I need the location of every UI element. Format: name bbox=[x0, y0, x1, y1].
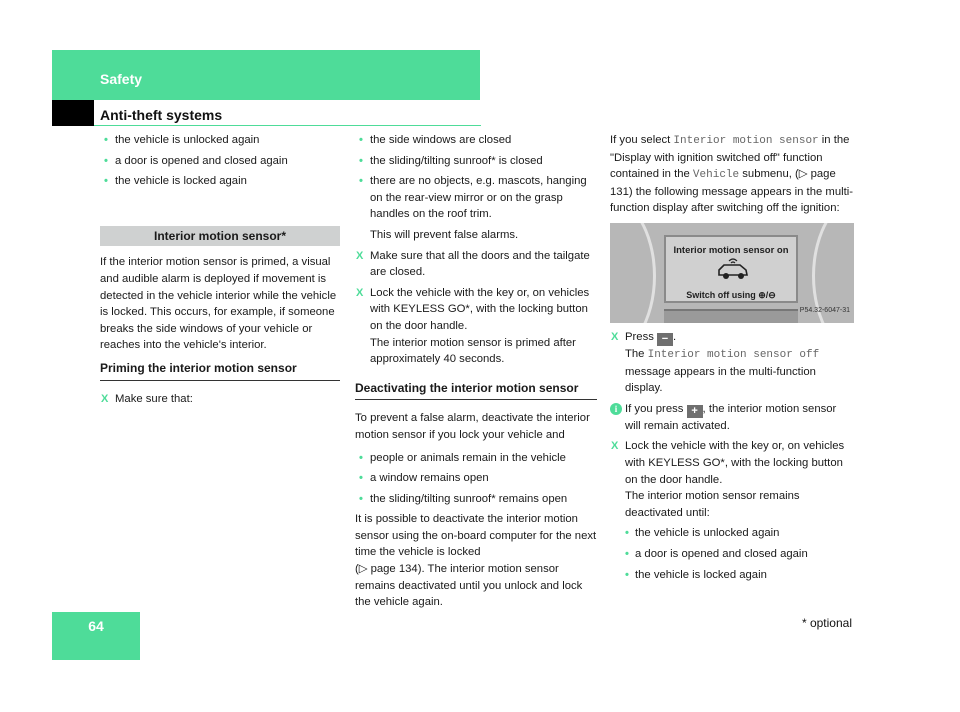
step-item: X Make sure that: bbox=[100, 391, 340, 408]
list-item: • a door is opened and closed again bbox=[625, 546, 854, 563]
section-title: Anti-theft systems bbox=[100, 107, 223, 123]
list-item: • people or animals remain in the vehicle bbox=[355, 450, 597, 467]
heading-interior-motion-sensor: Interior motion sensor* bbox=[100, 226, 340, 247]
figure-code: P54.32-6047-31 bbox=[799, 307, 850, 315]
column-2 bbox=[355, 132, 597, 617]
step-item: X Make sure that all the doors and the tailgate are closed. bbox=[355, 248, 597, 281]
list-item: • a door is opened and closed again bbox=[100, 153, 340, 170]
chapter-tab bbox=[52, 100, 94, 126]
footnote: * optional bbox=[801, 616, 852, 630]
display-title: Interior motion sensor on bbox=[673, 244, 789, 256]
list-item: • the sliding/tilting sunroof* is closed bbox=[355, 153, 597, 170]
page-number: 64 bbox=[88, 618, 104, 634]
list-item: • the vehicle is unlocked again bbox=[625, 525, 854, 542]
step-result: The Interior motion sensor off message appears in the multi-function display. bbox=[625, 347, 820, 395]
display-footer: Switch off using ⊕/⊖ bbox=[686, 289, 776, 300]
car-icon bbox=[716, 256, 750, 282]
multifunction-display bbox=[664, 235, 798, 303]
note-text: This will prevent false alarms. bbox=[370, 228, 519, 241]
minus-key-icon: − bbox=[657, 333, 673, 346]
display-lower-panel bbox=[664, 309, 798, 323]
list-item: • the vehicle is locked again bbox=[100, 173, 340, 190]
step-item: X Lock the vehicle with the key or, on vehicles with KEYLESS GO*, with the locking button on the door handle. bbox=[610, 438, 854, 488]
column-3 bbox=[610, 132, 854, 587]
step-item: X Lock the vehicle with the key or, on vehicles with KEYLESS GO*, with the locking button on the door handle. bbox=[355, 285, 597, 335]
paragraph: It is possible to deactivate the interior motion sensor using the on-board computer for the next time the vehicle is locked bbox=[355, 513, 597, 559]
header-rule bbox=[94, 125, 481, 126]
list-item: • the vehicle is unlocked again bbox=[100, 132, 340, 149]
paragraph: If the interior motion sensor is primed, a visual and audible alarm is deployed if movement is detected in the vehicle interior while the vehicle is locked. This occurs, for example, if someone breaks the side windows of your vehicle or reaches into the vehicle's interior. bbox=[100, 256, 337, 352]
column-1 bbox=[100, 132, 340, 411]
plus-key-icon: + bbox=[687, 405, 703, 418]
step-item: X Press − . bbox=[610, 329, 854, 346]
chapter-title: Safety bbox=[100, 71, 143, 87]
gauge-left bbox=[610, 223, 656, 323]
info-note: i If you press + , the interior motion sensor will remain activated. bbox=[610, 401, 854, 435]
paragraph: If you select Interior motion sensor in the "Display with ignition switched off" function contained in the Vehicle submenu, (▷ page 131) the following message appears in the multi-function display after switching off the ignition: bbox=[610, 134, 854, 215]
heading-priming: Priming the interior motion sensor bbox=[100, 360, 340, 381]
display-figure bbox=[610, 223, 854, 323]
list-item: • there are no objects, e.g. mascots, hanging on the rear-view mirror or on the grasp handles on the roof trim. bbox=[355, 173, 597, 223]
paragraph: To prevent a false alarm, deactivate the interior motion sensor if you lock your vehicle and bbox=[355, 412, 590, 441]
step-result: The interior motion sensor remains deactivated until: bbox=[625, 490, 800, 519]
paragraph: (▷ page 134). The interior motion sensor remains deactivated until you unlock and lock the vehicle again. bbox=[355, 563, 583, 609]
list-item: • the vehicle is locked again bbox=[625, 567, 854, 584]
list-item: • the side windows are closed bbox=[355, 132, 597, 149]
info-icon: i bbox=[610, 403, 622, 415]
list-item: • the sliding/tilting sunroof* remains open bbox=[355, 491, 597, 508]
list-item: • a window remains open bbox=[355, 470, 597, 487]
step-result: The interior motion sensor is primed after approximately 40 seconds. bbox=[370, 336, 576, 366]
heading-deactivating: Deactivating the interior motion sensor bbox=[355, 380, 597, 401]
